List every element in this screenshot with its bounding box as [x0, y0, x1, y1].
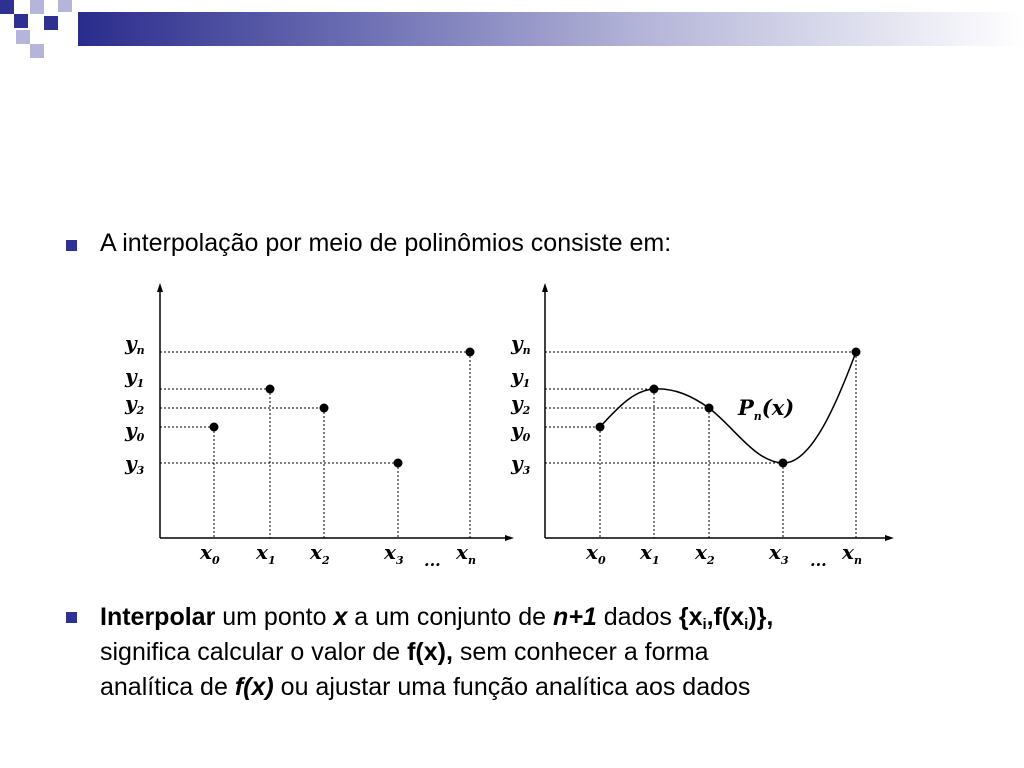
y-label-1: $y_1$: [511, 364, 531, 390]
x-label-3: $x_3$: [769, 540, 789, 567]
data-point: [466, 348, 475, 357]
y-label-0: $y_0$: [511, 418, 531, 444]
data-point: [210, 423, 219, 432]
bullet-text-2: Interpolar um ponto x a um conjunto de n+1 dados $\{x_i,f(x_i)\}$, significa calcular o valor de f(x), sem conhecer a forma analítica de f(x) ou ajustar uma função analítica aos dados: [100, 603, 774, 701]
right-panel: [510, 283, 894, 570]
y-label-n: $y_n$: [511, 331, 531, 357]
emph-dataset: $\{x_i,f(x_i)\}$,: [678, 603, 774, 633]
y-label-n: $y_n$: [125, 331, 145, 357]
y-label-2: $y_2$: [125, 391, 145, 417]
y-label-0: $y_0$: [125, 418, 145, 444]
bullet-marker-1: [66, 240, 77, 251]
emph-x: x: [333, 603, 348, 631]
interpolation-diagram: [0, 270, 1024, 580]
x-label-3: $x_3$: [384, 540, 404, 567]
data-point: [779, 459, 788, 468]
data-point: [394, 459, 403, 468]
y-label-2: $y_2$: [511, 391, 531, 417]
x-label-1: $x_1$: [640, 540, 660, 567]
bullet-marker-2: [66, 612, 77, 623]
data-point: [596, 423, 605, 432]
x-label-2: $x_2$: [310, 540, 330, 567]
left-panel: [124, 283, 514, 570]
y-label-3: $y_3$: [511, 451, 531, 477]
curve-label: $P_n(x)$: [738, 395, 795, 423]
y-label-1: $y_1$: [125, 364, 145, 390]
emph-fx: f(x),: [407, 638, 453, 666]
x-label-n: $x_n$: [456, 540, 476, 567]
x-label-2: $x_2$: [695, 540, 715, 567]
data-point: [320, 404, 329, 413]
x-label-n: $x_n$: [842, 540, 862, 567]
data-point: [705, 404, 714, 413]
data-point: [852, 348, 861, 357]
header-decoration: [0, 0, 1024, 64]
x-label-0: $x_0$: [200, 540, 220, 567]
emph-n-plus-1: n+1: [553, 603, 597, 631]
emph-interpolar: Interpolar: [100, 603, 216, 631]
x-ellipsis: ...: [810, 551, 827, 570]
x-ellipsis: ...: [424, 551, 441, 570]
data-point: [266, 385, 275, 394]
emph-fx-italic: f(x): [234, 673, 274, 701]
data-point: [650, 385, 659, 394]
x-label-1: $x_1$: [256, 540, 276, 567]
bullet-text-1: A interpolação por meio de polinômios consiste em:: [100, 229, 672, 257]
y-label-3: $y_3$: [125, 451, 145, 477]
x-label-0: $x_0$: [586, 540, 606, 567]
